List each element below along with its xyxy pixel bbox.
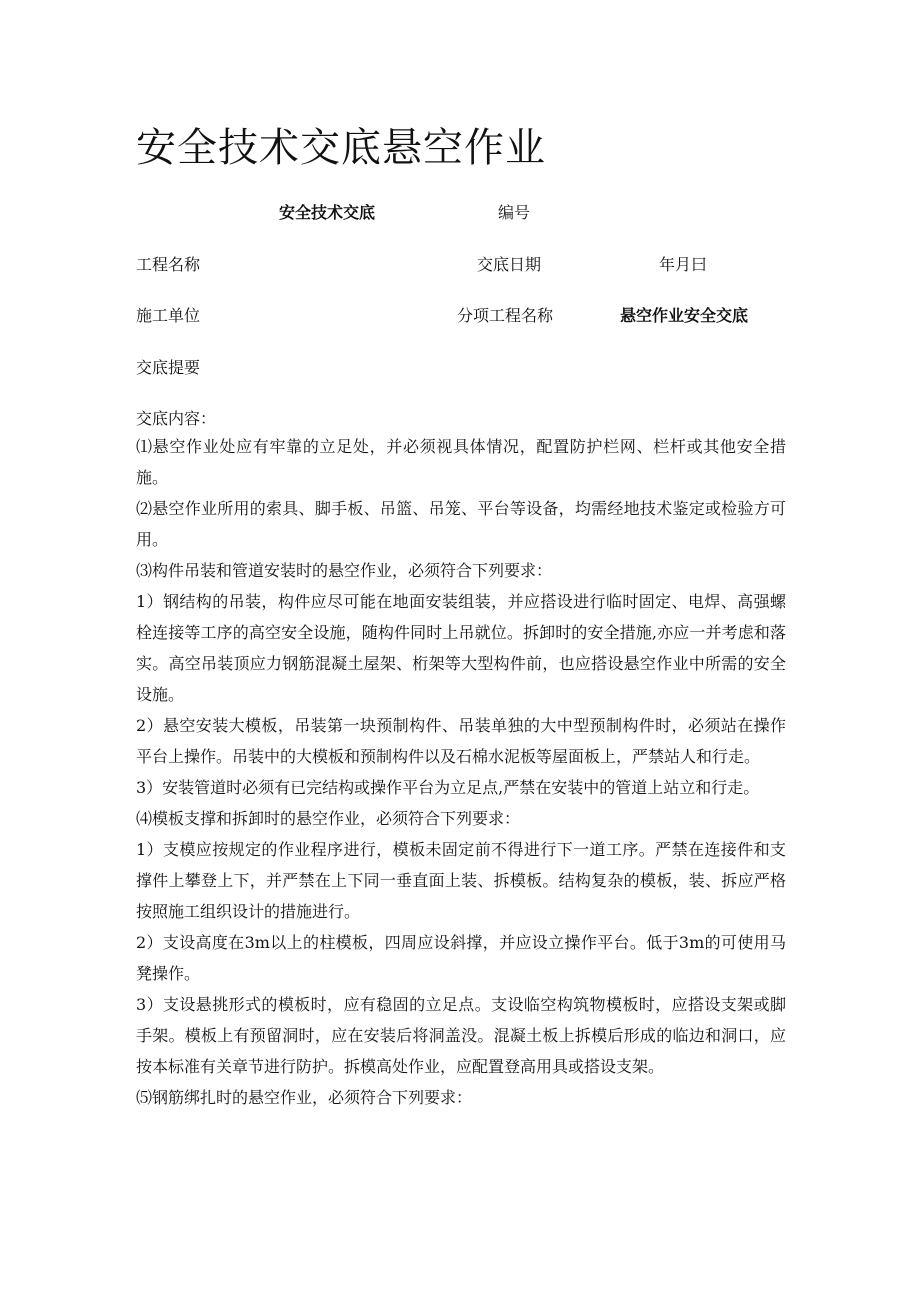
sub-project-value: 悬空作业安全交底 — [620, 306, 749, 325]
document-title: 安全技术交底悬空作业 — [136, 125, 546, 171]
paragraph: 1）钢结构的吊装，构件应尽可能在地面安装组装，并应搭设进行临时固定、电焊、高强螺栓连接等工序的高空安全设施，随构件同时上吊就位。拆卸时的安全措施,亦应一并考虑和落实。高空吊装顶应力钢筋混凝土屋架、桁架等大型构件前，也应搭设悬空作业中所需的安全设施。 — [136, 592, 786, 704]
content-body — [136, 431, 786, 1113]
contractor-label: 施工单位 — [136, 306, 201, 325]
number-label: 编号 — [498, 203, 531, 222]
form-title: 安全技术交底 — [279, 203, 376, 222]
paragraph: ⑷模板支撑和拆卸时的悬空作业，必须符合下列要求： — [136, 809, 521, 828]
paragraph: ⑴悬空作业处应有牢靠的立足处，并必须视具体情况，配置防护栏网、栏杆或其他安全措施。 — [136, 437, 786, 487]
paragraph: ⑶构件吊装和管道安装时的悬空作业，必须符合下列要求： — [136, 561, 553, 580]
paragraph: 2）悬空安装大模板，吊装第一块预制构件、吊装单独的大中型预制构件时，必须站在操作平台上操作。吊装中的大模板和预制构件以及石棉水泥板等屋面板上，严禁站人和行走。 — [136, 716, 786, 766]
sub-project-label: 分项工程名称 — [457, 306, 554, 325]
date-value: 年月曰 — [659, 255, 708, 274]
content-label: 交底内容： — [136, 409, 217, 428]
summary-label: 交底提要 — [136, 358, 201, 377]
paragraph: ⑵悬空作业所用的索具、脚手板、吊篮、吊笼、平台等设备，均需经地技术鉴定或检验方可用。 — [136, 499, 786, 549]
paragraph: 2）支设高度在3m以上的柱模板，四周应设斜撑，并应设立操作平台。低于3m的可使用马凳操作。 — [136, 933, 786, 983]
date-label: 交底日期 — [477, 255, 542, 274]
paragraph: 1）支模应按规定的作业程序进行，模板未固定前不得进行下一道工序。严禁在连接件和支撑件上攀登上下，并严禁在上下同一垂直面上装、拆模板。结构复杂的模板，装、拆应严格按照施工组织设计的措施进行。 — [136, 840, 786, 921]
paragraph: ⑸钢筋绑扎时的悬空作业，必须符合下列要求： — [136, 1088, 473, 1107]
paragraph: 3）支设悬挑形式的模板时，应有稳固的立足点。支设临空构筑物模板时，应搭设支架或脚手架。模板上有预留洞时，应在安装后将洞盖没。混凝土板上拆模后形成的临边和洞口，应按本标准有关章节进行防护。拆模高处作业，应配置登高用具或搭设支架。 — [136, 995, 786, 1076]
paragraph: 3）安装管道时必须有已完结构或操作平台为立足点,严禁在安装中的管道上站立和行走。 — [136, 778, 760, 797]
project-name-label: 工程名称 — [136, 255, 201, 274]
